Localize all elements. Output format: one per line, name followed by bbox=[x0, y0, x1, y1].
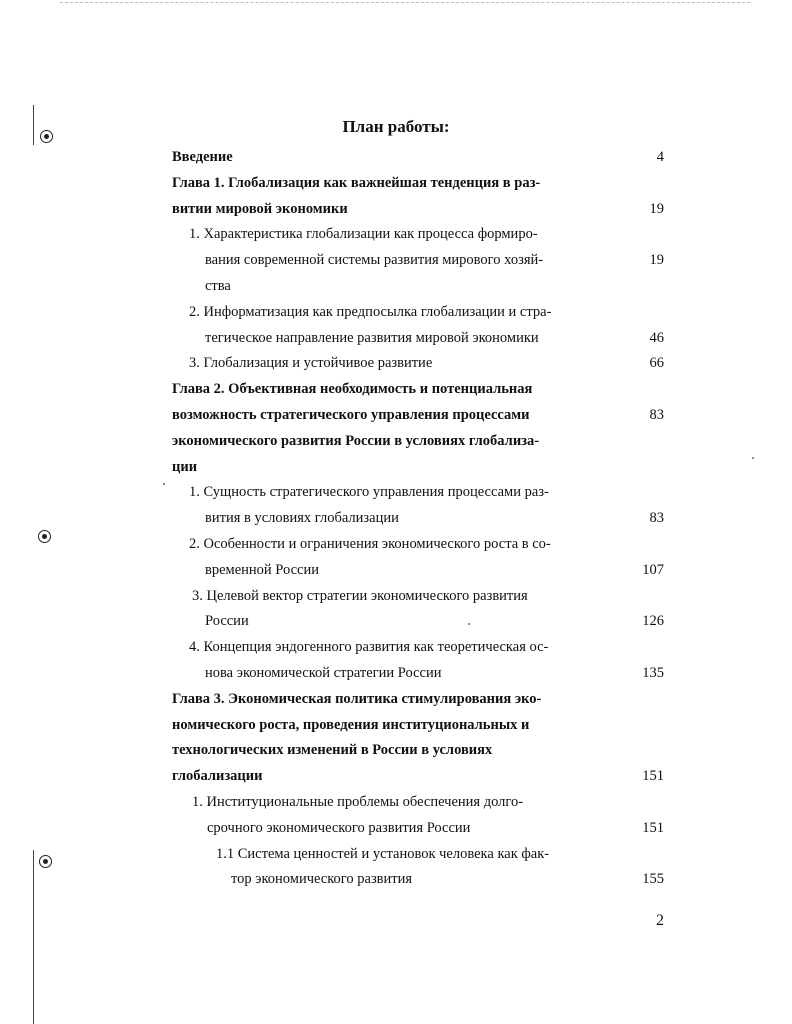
toc-chapter-line: Введение bbox=[172, 149, 233, 165]
toc-section-line: 3. Целевой вектор стратегии экономического развития bbox=[192, 587, 528, 604]
toc-section-line: вания современной системы развития мирового хозяй- bbox=[205, 252, 544, 269]
toc-page-number: 151 bbox=[642, 819, 664, 836]
toc-section-line: 1. Институциональные проблемы обеспечения долго- bbox=[192, 794, 524, 810]
scan-top-border bbox=[60, 2, 750, 3]
toc-page-number: 135 bbox=[642, 665, 664, 681]
toc-section-line: 1. Характеристика глобализации как процесса формиро- bbox=[189, 226, 538, 243]
toc-page-number: 126 bbox=[642, 613, 664, 630]
toc-page-number: 151 bbox=[642, 768, 664, 785]
toc-chapter-line: Глава 2. Объективная необходимость и потенциальная bbox=[172, 381, 533, 398]
toc-chapter-line: возможность стратегического управления процессами bbox=[172, 407, 530, 423]
toc-section-line: 2. Информатизация как предпосылка глобализации и стра- bbox=[189, 303, 552, 320]
toc-section-line: 2. Особенности и ограничения экономического роста в со- bbox=[189, 536, 551, 552]
toc-chapter-line: витии мировой экономики bbox=[172, 200, 348, 217]
toc-section-line: нова экономической стратегии России bbox=[205, 665, 442, 681]
toc-chapter-line: глобализации bbox=[172, 768, 263, 785]
toc-page-number: 19 bbox=[649, 200, 664, 217]
toc-page-number: 83 bbox=[649, 510, 664, 527]
toc-chapter-line: Глава 3. Экономическая политика стимулирования эко- bbox=[172, 690, 542, 707]
toc-section-line: 1.1 Система ценностей и установок человека как фак- bbox=[216, 845, 550, 862]
toc-page-number: 4 bbox=[656, 149, 664, 165]
toc-page-number: 19 bbox=[649, 252, 664, 269]
toc-section-line: срочного экономического развития России bbox=[207, 819, 471, 836]
punch-hole-icon bbox=[38, 530, 51, 543]
toc-section-line: 3. Глобализация и устойчивое развитие bbox=[189, 355, 433, 372]
toc-chapter-line: номического роста, проведения институциональных и bbox=[172, 716, 530, 733]
toc-section-line: России bbox=[205, 613, 249, 630]
toc-chapter-line: Глава 1. Глобализация как важнейшая тенденция в раз- bbox=[172, 174, 541, 191]
toc-section-line: ства bbox=[205, 278, 231, 294]
page-number: 2 bbox=[656, 912, 664, 929]
toc-page-number: 46 bbox=[649, 329, 664, 346]
scan-speck bbox=[752, 457, 754, 459]
toc-section-line: тор экономического развития bbox=[231, 871, 413, 888]
page-title: План работы: bbox=[342, 117, 450, 136]
toc-page-number: 83 bbox=[649, 407, 664, 423]
punch-hole-icon bbox=[39, 855, 52, 868]
toc-section-line: вития в условиях глобализации bbox=[205, 510, 399, 527]
scan-speck bbox=[468, 623, 470, 625]
toc-page-number: 107 bbox=[642, 561, 664, 578]
scan-left-edge bbox=[33, 850, 34, 1024]
toc-section-line: временной России bbox=[205, 561, 320, 578]
toc-section-line: 4. Концепция эндогенного развития как теоретическая ос- bbox=[189, 639, 549, 656]
toc-chapter-line: экономического развития России в условиях глобализа- bbox=[172, 432, 540, 449]
toc-section-line: 1. Сущность стратегического управления процессами раз- bbox=[189, 484, 549, 501]
toc-chapter-line: ции bbox=[172, 458, 198, 475]
scan-speck bbox=[163, 483, 165, 485]
toc-chapter-line: технологических изменений в России в условиях bbox=[172, 742, 493, 759]
toc-page-number: 155 bbox=[642, 871, 664, 888]
toc-section-line: тегическое направление развития мировой экономики bbox=[205, 329, 539, 346]
toc-page-number: 66 bbox=[649, 355, 664, 372]
